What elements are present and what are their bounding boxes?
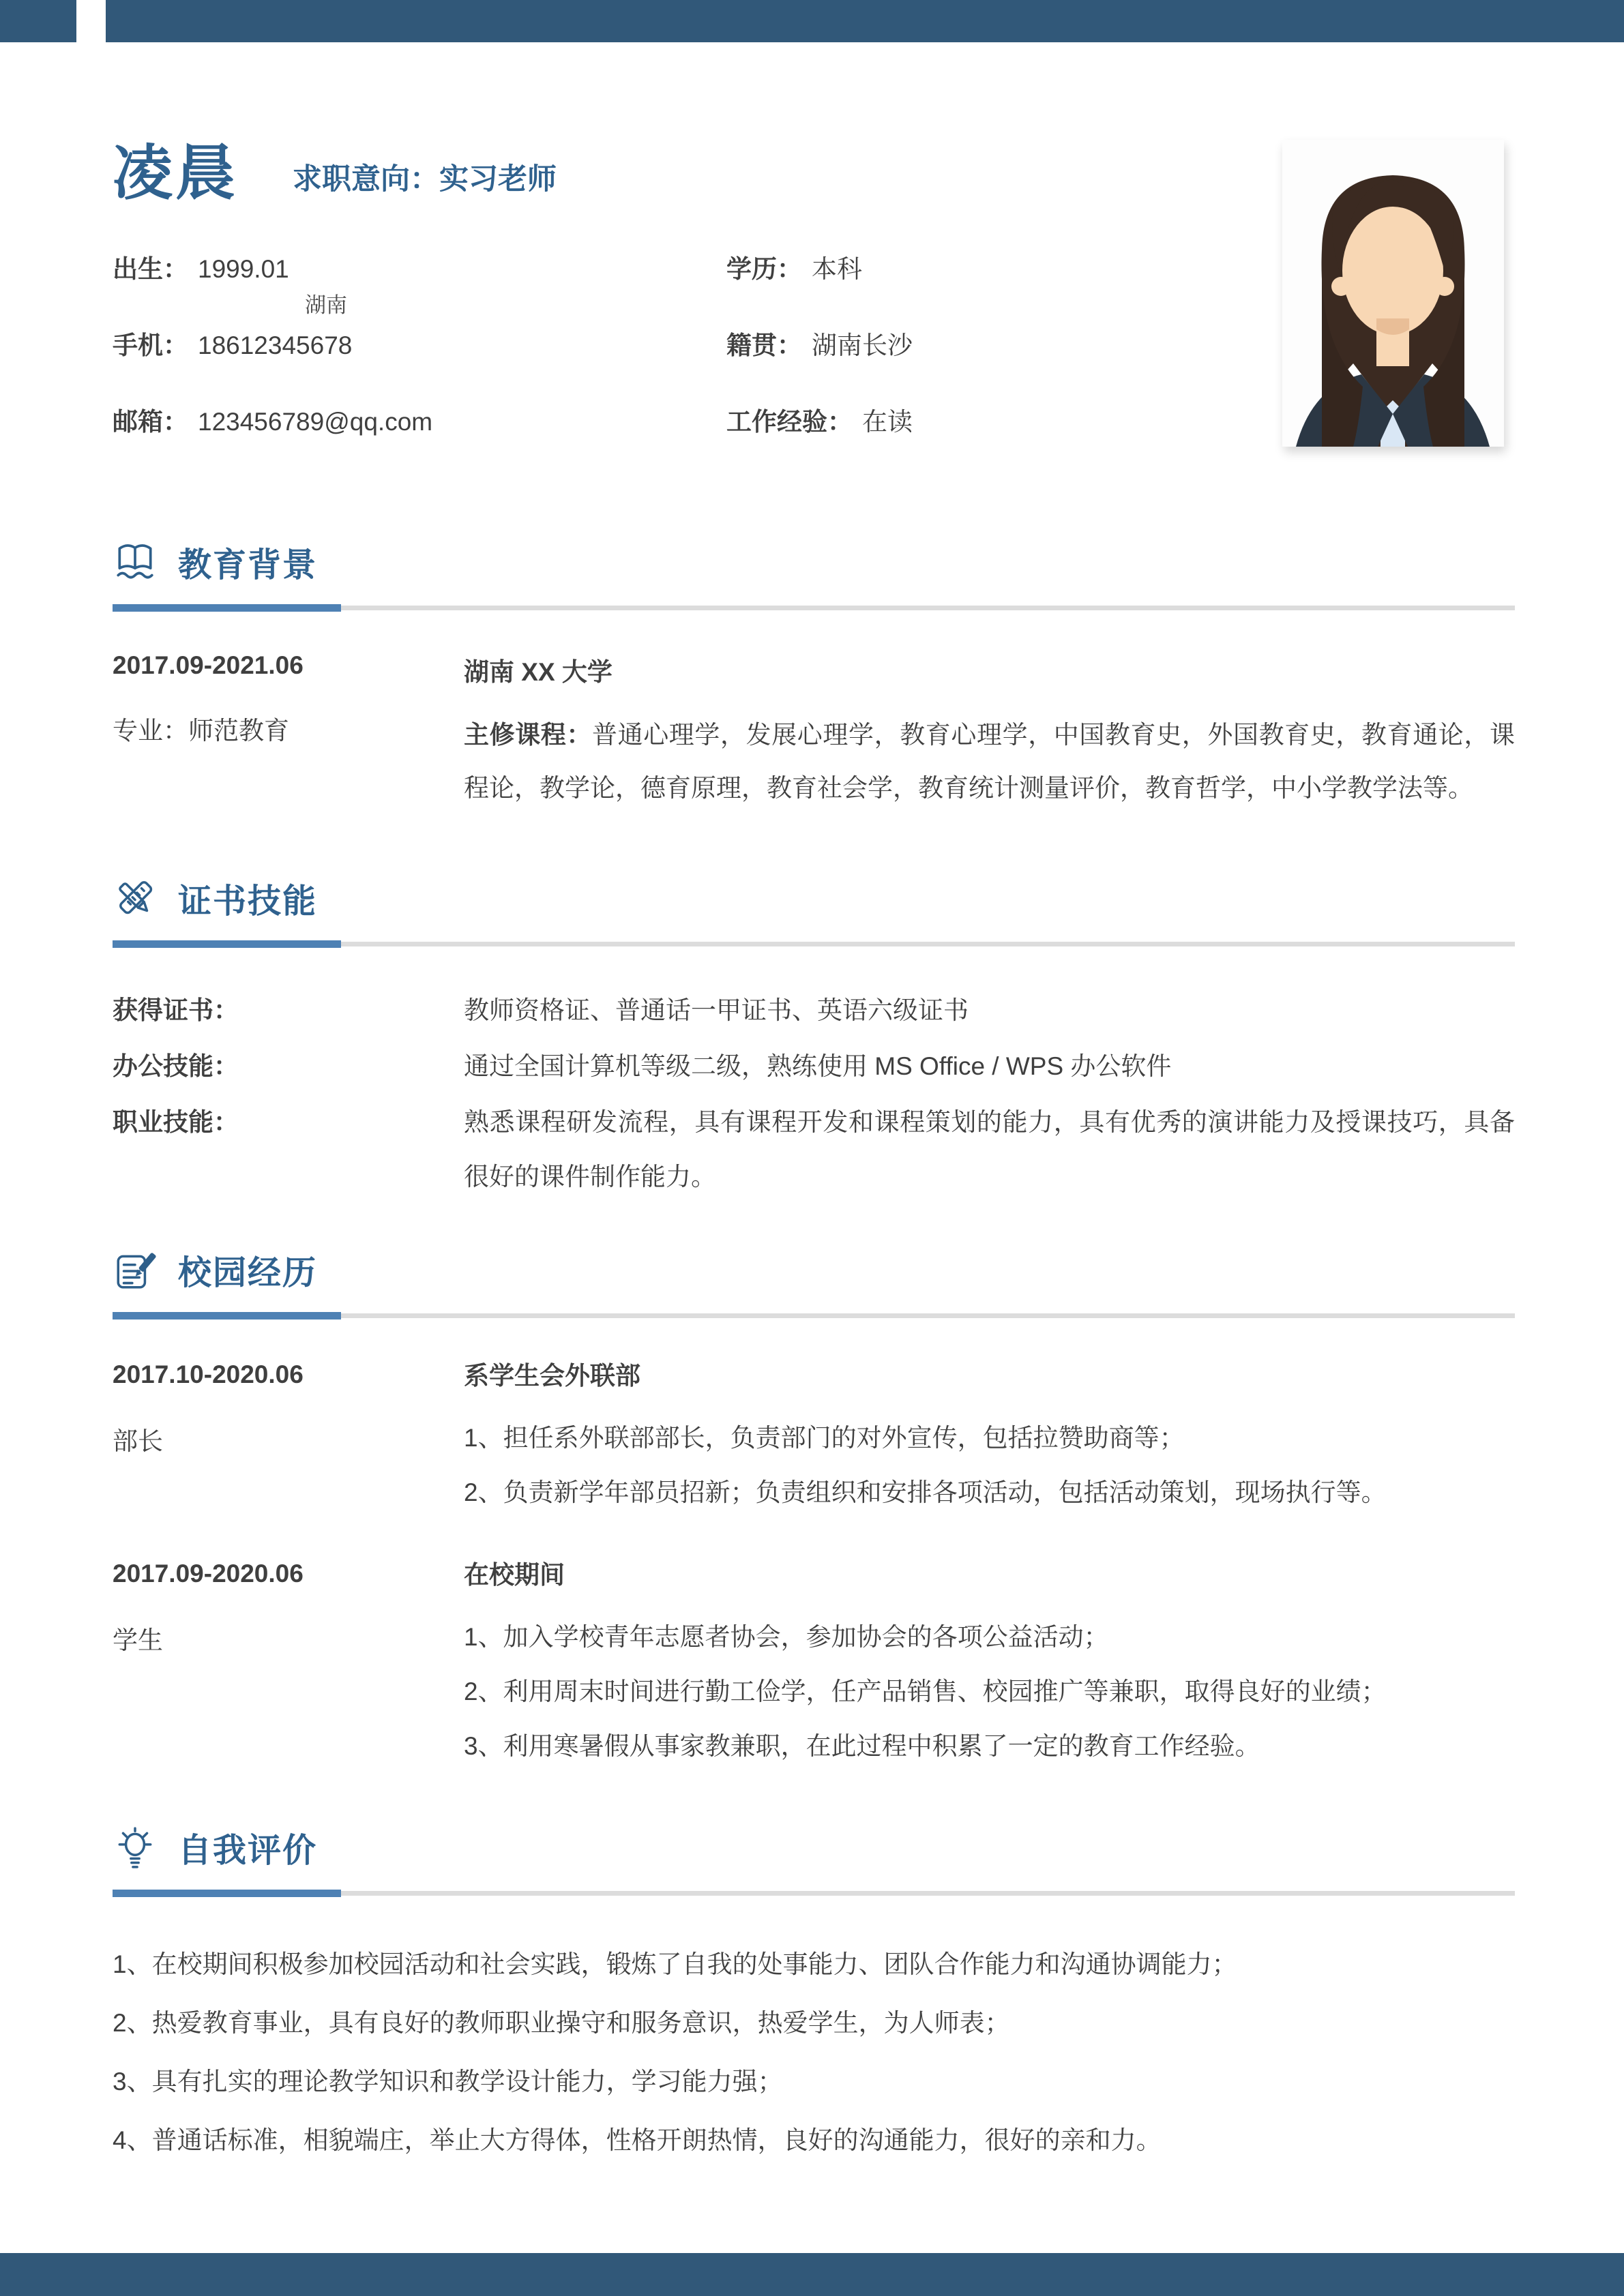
cert-row-label: 职业技能： bbox=[113, 1108, 239, 1136]
native-place-label: 籍贯： bbox=[726, 331, 802, 359]
open-book-icon bbox=[113, 540, 158, 585]
birth-value: 1999.01 bbox=[198, 255, 289, 283]
selfeval-body bbox=[113, 1948, 1515, 2157]
education-right-column bbox=[464, 651, 1515, 815]
divider-gray-segment bbox=[341, 606, 1515, 610]
pencil-ruler-icon bbox=[113, 876, 158, 921]
certificate-row bbox=[113, 1039, 1515, 1094]
major-label: 专业： bbox=[113, 717, 188, 745]
cert-row-value: 教师资格证、普通话一甲证书、英语六级证书 bbox=[464, 996, 969, 1024]
candidate-name: 凌晨 bbox=[113, 139, 239, 207]
degree-label: 学历： bbox=[726, 255, 802, 283]
divider-gray-segment bbox=[341, 1891, 1515, 1896]
campus-period: 2017.10-2020.06 bbox=[113, 1360, 304, 1388]
cert-row-value: 通过全国计算机等级二级，熟练使用 MS Office / WPS 办公软件 bbox=[464, 1052, 1172, 1080]
education-period: 2017.09-2021.06 bbox=[113, 651, 304, 679]
section-divider bbox=[113, 940, 1515, 948]
campus-bullet: 2、利用周末时间进行勤工俭学，任产品销售、校园推广等兼职，取得良好的业绩； bbox=[464, 1678, 1387, 1705]
courses-label: 主修课程： bbox=[464, 721, 592, 749]
selfeval-bullet: 4、普通话标准，相貌端庄，举止大方得体，性格开朗热情，良好的沟通能力，很好的亲和力。 bbox=[113, 2126, 1162, 2154]
phone-label: 手机： bbox=[113, 331, 188, 359]
campus-item-left bbox=[113, 1560, 464, 1774]
education-school: 湖南 XX 大学 bbox=[464, 658, 612, 686]
courses-text: 普通心理学，发展心理学，教育心理学，中国教育史，外国教育史，教育通论，课程论，教学论，德育原理，教育社会学，教育统计测量评价，教育哲学，中小学教学法等。 bbox=[464, 721, 1515, 802]
selfeval-bullet: 1、在校期间积极参加校园活动和社会实践，锻炼了自我的处事能力、团队合作能力和沟通协调能力； bbox=[113, 1950, 1237, 1978]
lightbulb-icon bbox=[113, 1825, 158, 1870]
section-title-certificates: 证书技能 bbox=[178, 883, 318, 920]
info-degree bbox=[726, 254, 862, 285]
major-value: 师范教育 bbox=[188, 717, 289, 745]
degree-value: 本科 bbox=[812, 255, 862, 283]
section-selfeval-head bbox=[113, 1824, 1515, 1872]
info-row bbox=[113, 406, 1272, 438]
stray-hometown-text: 湖南 bbox=[305, 293, 347, 317]
email-label: 邮箱： bbox=[113, 408, 188, 436]
section-title-education: 教育背景 bbox=[178, 547, 318, 584]
campus-item-left bbox=[113, 1360, 464, 1520]
certificates-body bbox=[113, 983, 1515, 1204]
info-birth bbox=[113, 254, 726, 285]
info-work-experience bbox=[726, 406, 913, 438]
birth-label: 出生： bbox=[113, 255, 188, 283]
info-row bbox=[113, 330, 1272, 361]
top-bar-left-segment bbox=[0, 0, 76, 42]
education-courses bbox=[464, 709, 1515, 815]
info-row bbox=[113, 254, 1272, 285]
top-bar-white-notch bbox=[76, 0, 106, 42]
campus-item bbox=[113, 1360, 1515, 1520]
notepad-pencil-icon bbox=[113, 1248, 158, 1293]
section-campus bbox=[113, 1247, 1515, 1774]
section-education-head bbox=[113, 539, 1515, 586]
personal-info-grid bbox=[113, 254, 1272, 438]
cert-row-value: 熟悉课程研发流程，具有课程开发和课程策划的能力，具有优秀的演讲能力及授课技巧，具备很好的课件制作能力。 bbox=[464, 1108, 1515, 1191]
section-divider bbox=[113, 1890, 1515, 1897]
bottom-accent-bar bbox=[0, 2253, 1624, 2296]
cert-row-label: 获得证书： bbox=[113, 996, 239, 1024]
section-certificates-head bbox=[113, 875, 1515, 923]
section-divider bbox=[113, 604, 1515, 612]
divider-blue-segment bbox=[113, 940, 341, 948]
education-major bbox=[113, 710, 464, 747]
campus-role: 学生 bbox=[113, 1626, 163, 1654]
campus-bullet: 1、加入学校青年志愿者协会，参加协会的各项公益活动； bbox=[464, 1623, 1109, 1651]
education-left-column bbox=[113, 651, 464, 815]
education-body bbox=[113, 651, 1515, 815]
campus-period: 2017.09-2020.06 bbox=[113, 1560, 304, 1587]
certificate-row bbox=[113, 1095, 1515, 1204]
info-phone bbox=[113, 330, 726, 361]
campus-org: 系学生会外联部 bbox=[464, 1362, 640, 1390]
job-intent: 求职意向：实习老师 bbox=[293, 163, 557, 196]
campus-bullet: 2、负责新学年部员招新；负责组织和安排各项活动，包括活动策划，现场执行等。 bbox=[464, 1478, 1387, 1506]
header bbox=[113, 139, 1515, 207]
native-place-value: 湖南长沙 bbox=[812, 331, 913, 359]
campus-role: 部长 bbox=[113, 1427, 163, 1455]
divider-blue-segment bbox=[113, 1890, 341, 1897]
certificate-row bbox=[113, 983, 1515, 1038]
info-email bbox=[113, 406, 726, 438]
campus-bullet: 3、利用寒暑假从事家教兼职，在此过程中积累了一定的教育工作经验。 bbox=[464, 1732, 1260, 1760]
content-column bbox=[113, 0, 1515, 2182]
campus-bullet: 1、担任系外联部部长，负责部门的对外宣传，包括拉赞助商等； bbox=[464, 1424, 1185, 1452]
work-exp-value: 在读 bbox=[862, 408, 913, 436]
email-value: 123456789@qq.com bbox=[198, 408, 433, 436]
divider-blue-segment bbox=[113, 604, 341, 612]
divider-gray-segment bbox=[341, 1313, 1515, 1318]
info-native-place bbox=[726, 330, 913, 361]
divider-gray-segment bbox=[341, 942, 1515, 946]
work-exp-label: 工作经验： bbox=[726, 408, 853, 436]
section-campus-head bbox=[113, 1247, 1515, 1294]
section-selfeval bbox=[113, 1824, 1515, 2157]
section-divider bbox=[113, 1312, 1515, 1320]
campus-item-right bbox=[464, 1560, 1515, 1774]
selfeval-bullet: 3、具有扎实的理论教学知识和教学设计能力，学习能力强； bbox=[113, 2068, 783, 2096]
campus-org: 在校期间 bbox=[464, 1561, 565, 1589]
campus-item bbox=[113, 1560, 1515, 1774]
cert-row-label: 办公技能： bbox=[113, 1052, 239, 1080]
section-title-campus: 校园经历 bbox=[178, 1255, 318, 1292]
selfeval-bullet: 2、热爱教育事业，具有良好的教师职业操守和服务意识，热爱学生，为人师表； bbox=[113, 2009, 1010, 2037]
section-title-selfeval: 自我评价 bbox=[178, 1832, 318, 1869]
phone-value: 18612345678 bbox=[198, 331, 353, 359]
section-certificates bbox=[113, 875, 1515, 1204]
divider-blue-segment bbox=[113, 1312, 341, 1320]
campus-item-right bbox=[464, 1360, 1515, 1520]
section-education bbox=[113, 539, 1515, 815]
